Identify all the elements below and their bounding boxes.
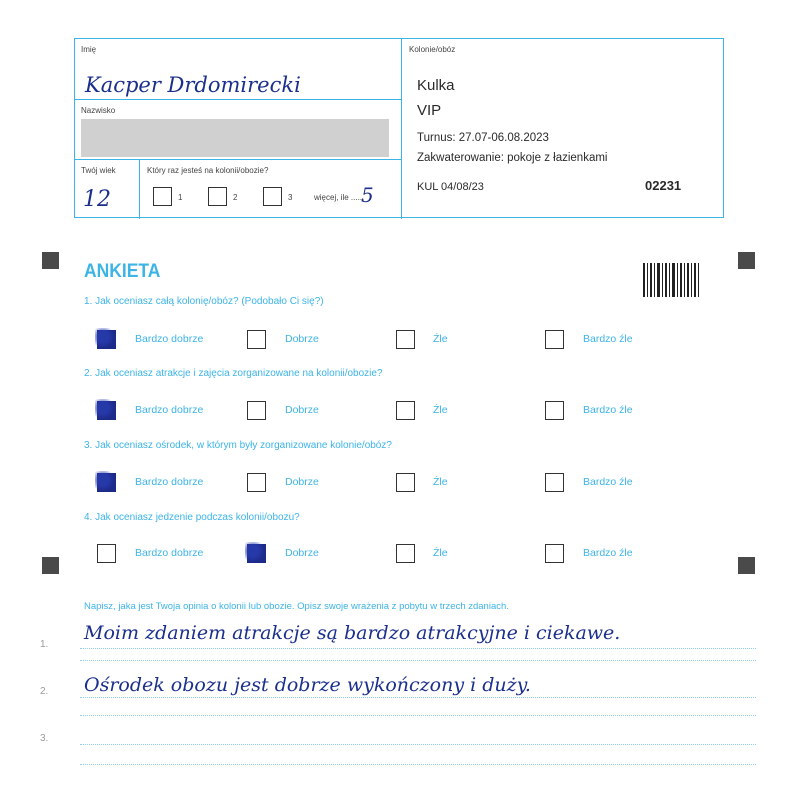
line-number-1: 1. — [40, 639, 49, 650]
times-option-1: 1 — [178, 193, 183, 202]
dotted-line — [80, 648, 756, 649]
q2-option-bardzo-zle: Bardzo źle — [583, 404, 633, 416]
times-label: Który raz jesteś na kolonii/obozie? — [147, 166, 269, 175]
q1-checkbox-bardzo-dobrze[interactable] — [97, 330, 116, 349]
q3-option-bardzo-dobrze: Bardzo dobrze — [135, 476, 204, 488]
age-label: Twój wiek — [81, 166, 116, 175]
question-2: 2. Jak oceniasz atrakcje i zajęcia zorganizowane na kolonii/obozie? — [84, 368, 383, 379]
camp-type: VIP — [417, 102, 442, 119]
alignment-marker — [738, 557, 755, 574]
surname-divider — [75, 159, 401, 160]
times-option-3: 3 — [288, 193, 293, 202]
alignment-marker — [738, 252, 755, 269]
age-value[interactable]: 12 — [83, 187, 111, 212]
opinion-line-2[interactable]: Ośrodek obozu jest dobrze wykończony i duży. — [84, 674, 531, 696]
q4-checkbox-bardzo-dobrze[interactable] — [97, 544, 116, 563]
more-label: więcej, ile ...... — [314, 193, 365, 202]
q1-checkbox-bardzo-zle[interactable] — [545, 330, 564, 349]
surname-label: Nazwisko — [81, 106, 116, 115]
q4-option-dobrze: Dobrze — [285, 547, 319, 559]
q3-checkbox-zle[interactable] — [396, 473, 415, 492]
question-4: 4. Jak oceniasz jedzenie podczas kolonii/obozu? — [84, 512, 300, 523]
question-3: 3. Jak oceniasz ośrodek, w którym były zorganizowane kolonie/obóz? — [84, 440, 392, 451]
q2-checkbox-dobrze[interactable] — [247, 401, 266, 420]
more-value[interactable]: 5 — [361, 183, 374, 207]
q2-checkbox-bardzo-dobrze[interactable] — [97, 401, 116, 420]
alignment-marker — [42, 252, 59, 269]
dotted-line — [80, 697, 756, 698]
q4-option-bardzo-zle: Bardzo źle — [583, 547, 633, 559]
q4-checkbox-bardzo-zle[interactable] — [545, 544, 564, 563]
q1-option-dobrze: Dobrze — [285, 333, 319, 345]
q1-option-bardzo-zle: Bardzo źle — [583, 333, 633, 345]
q3-option-bardzo-zle: Bardzo źle — [583, 476, 633, 488]
q1-checkbox-zle[interactable] — [396, 330, 415, 349]
q3-checkbox-bardzo-dobrze[interactable] — [97, 473, 116, 492]
surname-redacted — [81, 119, 389, 157]
camp-label: Kolonie/obóz — [409, 45, 456, 54]
q3-option-zle: Źle — [433, 476, 448, 488]
q2-option-bardzo-dobrze: Bardzo dobrze — [135, 404, 204, 416]
q2-option-dobrze: Dobrze — [285, 404, 319, 416]
survey-title: ANKIETA — [84, 261, 161, 282]
dotted-line — [80, 715, 756, 716]
question-1: 1. Jak oceniasz całą kolonię/obóz? (Podobało Ci się?) — [84, 296, 324, 307]
dotted-line — [80, 764, 756, 765]
name-divider — [75, 99, 401, 100]
name-label: Imię — [81, 45, 97, 54]
q3-checkbox-dobrze[interactable] — [247, 473, 266, 492]
q1-checkbox-dobrze[interactable] — [247, 330, 266, 349]
q4-option-bardzo-dobrze: Bardzo dobrze — [135, 547, 204, 559]
times-checkbox-2[interactable] — [208, 187, 227, 206]
q4-option-zle: Źle — [433, 547, 448, 559]
dotted-line — [80, 660, 756, 661]
times-checkbox-1[interactable] — [153, 187, 172, 206]
name-value[interactable]: Kacper Drdomirecki — [85, 73, 301, 97]
opinion-prompt: Napisz, jaka jest Twoja opinia o kolonii lub obozie. Opisz swoje wrażenia z pobytu w trzech zdaniach. — [84, 601, 509, 612]
line-number-3: 3. — [40, 733, 49, 744]
dotted-line — [80, 744, 756, 745]
q4-checkbox-dobrze[interactable] — [247, 544, 266, 563]
q3-option-dobrze: Dobrze — [285, 476, 319, 488]
alignment-marker — [42, 557, 59, 574]
form-number: 02231 — [645, 178, 682, 193]
q2-checkbox-zle[interactable] — [396, 401, 415, 420]
line-number-2: 2. — [40, 686, 49, 697]
header-divider — [401, 39, 402, 219]
turnus: Turnus: 27.07-06.08.2023 — [417, 132, 549, 144]
barcode-icon — [643, 263, 699, 297]
q2-checkbox-bardzo-zle[interactable] — [545, 401, 564, 420]
q1-option-zle: Źle — [433, 333, 448, 345]
q2-option-zle: Źle — [433, 404, 448, 416]
q4-checkbox-zle[interactable] — [396, 544, 415, 563]
times-checkbox-3[interactable] — [263, 187, 282, 206]
q3-checkbox-bardzo-zle[interactable] — [545, 473, 564, 492]
times-option-2: 2 — [233, 193, 238, 202]
camp-code: KUL 04/08/23 — [417, 181, 484, 193]
camp-name: Kulka — [417, 77, 455, 94]
opinion-line-1[interactable]: Moim zdaniem atrakcje są bardzo atrakcyjne i ciekawe. — [84, 622, 621, 644]
header-box — [74, 38, 724, 218]
age-divider — [139, 159, 140, 219]
accommodation: Zakwaterowanie: pokoje z łazienkami — [417, 152, 608, 164]
q1-option-bardzo-dobrze: Bardzo dobrze — [135, 333, 204, 345]
